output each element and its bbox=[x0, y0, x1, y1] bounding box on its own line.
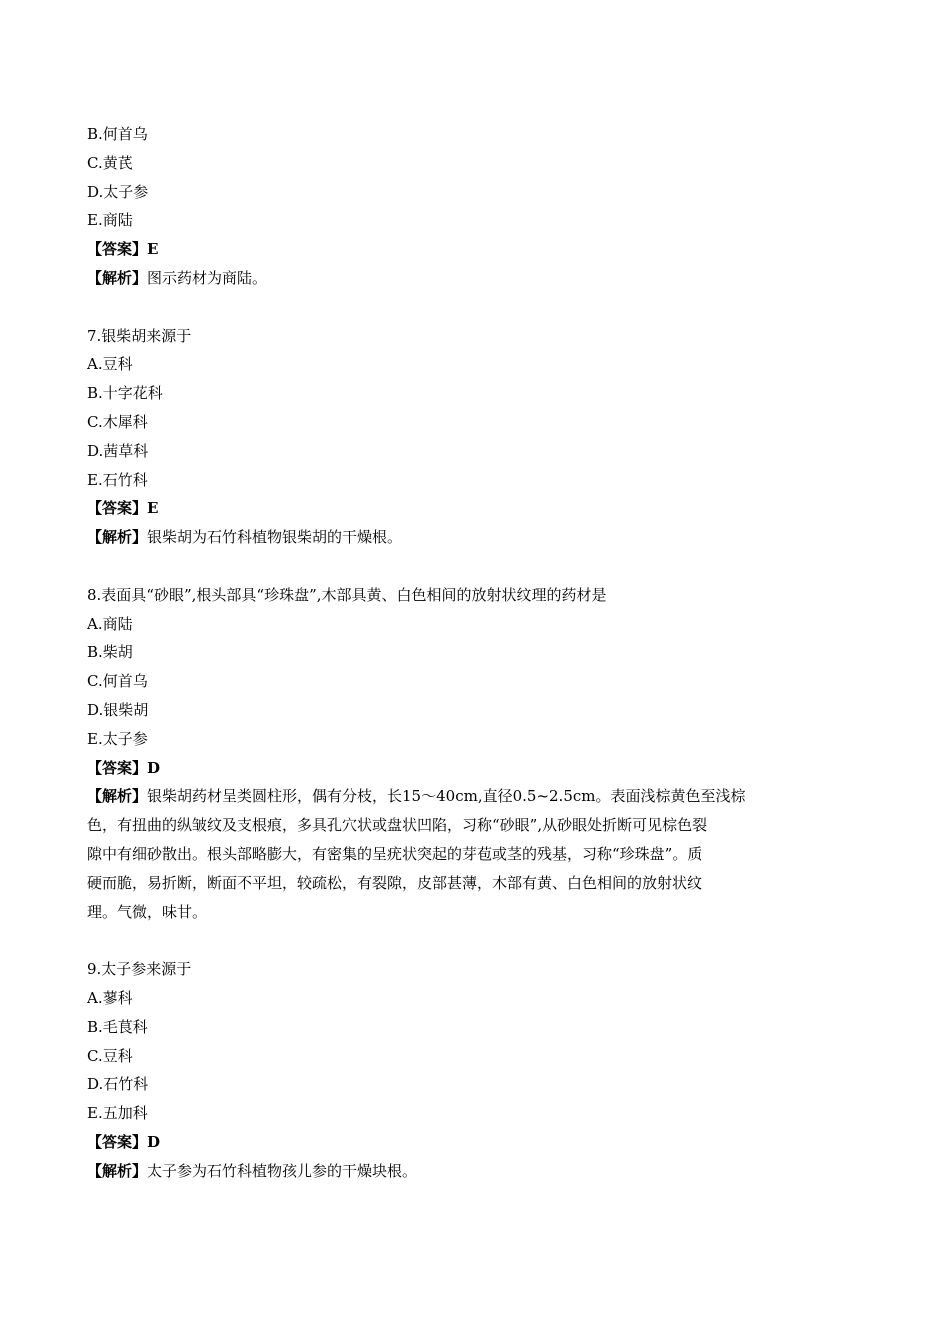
option-d: D.太子参 bbox=[87, 182, 149, 201]
answer-line bbox=[87, 1128, 817, 1157]
question-stem: 9.太子参来源于 bbox=[87, 960, 192, 979]
spacer bbox=[87, 926, 817, 955]
question-7 bbox=[87, 322, 817, 552]
analysis-block bbox=[87, 782, 817, 926]
document-page bbox=[87, 120, 817, 1185]
option-c: C.黄芪 bbox=[87, 153, 133, 172]
analysis-label: 【解析】 bbox=[87, 528, 148, 547]
option-a: A.商陆 bbox=[87, 614, 133, 633]
option-d: D.银柴胡 bbox=[87, 700, 149, 719]
option-e: E.石竹科 bbox=[87, 470, 148, 489]
answer-line bbox=[87, 235, 817, 264]
option-d: D.茜草科 bbox=[87, 441, 149, 460]
option-e: E.五加科 bbox=[87, 1104, 148, 1123]
analysis-label: 【解析】 bbox=[87, 787, 148, 806]
option-b: B.柴胡 bbox=[87, 643, 133, 662]
analysis-text: 银柴胡为石竹科植物银柴胡的干燥根。 bbox=[147, 528, 403, 547]
question-6-continued bbox=[87, 120, 817, 293]
option-b: B.十字花科 bbox=[87, 384, 163, 403]
analysis-label: 【解析】 bbox=[87, 268, 148, 287]
answer-line bbox=[87, 754, 817, 783]
option-d: D.石竹科 bbox=[87, 1075, 149, 1094]
spacer bbox=[87, 293, 817, 322]
analysis-label: 【解析】 bbox=[87, 1161, 148, 1180]
analysis-line-3: 隙中有细砂散出。根头部略膨大，有密集的呈疣状突起的芽苞或茎的残基，习称“珍珠盘”。质 bbox=[87, 844, 703, 863]
question-9 bbox=[87, 955, 817, 1185]
option-b: B.何首乌 bbox=[87, 125, 148, 143]
answer-line bbox=[87, 494, 817, 523]
answer-label: 【答案】 bbox=[87, 758, 148, 777]
analysis-line-4: 硬而脆，易折断，断面不平坦，较疏松，有裂隙，皮部甚薄，木部有黄、白色相间的放射状纹 bbox=[87, 873, 703, 892]
analysis-line bbox=[87, 523, 817, 552]
analysis-text: 银柴胡药材呈类圆柱形，偶有分枝，长15～40cm,直径0.5~2.5cm。表面浅棕黄色至浅棕 bbox=[147, 787, 746, 806]
spacer bbox=[87, 552, 817, 581]
option-c: C.何首乌 bbox=[87, 672, 148, 691]
analysis-line-5: 理。气微，味甘。 bbox=[87, 902, 208, 921]
answer-value: E bbox=[147, 240, 159, 259]
answer-label: 【答案】 bbox=[87, 240, 148, 259]
option-e: E.太子参 bbox=[87, 729, 148, 748]
question-stem: 8.表面具“砂眼”,根头部具“珍珠盘”,木部具黄、白色相间的放射状纹理的药材是 bbox=[87, 585, 607, 604]
option-a: A.豆科 bbox=[87, 355, 133, 374]
analysis-line-2: 色，有扭曲的纵皱纹及支根痕，多具孔穴状或盘状凹陷，习称“砂眼”,从砂眼处折断可见棕色裂 bbox=[87, 816, 708, 835]
analysis-text: 太子参为石竹科植物孩儿参的干燥块根。 bbox=[147, 1161, 418, 1180]
option-e: E.商陆 bbox=[87, 211, 133, 230]
question-8 bbox=[87, 581, 817, 927]
option-b: B.毛茛科 bbox=[87, 1017, 148, 1036]
answer-value: E bbox=[147, 499, 159, 518]
option-a: A.蓼科 bbox=[87, 988, 133, 1007]
analysis-line bbox=[87, 264, 817, 293]
answer-value: D bbox=[147, 758, 161, 777]
question-stem: 7.银柴胡来源于 bbox=[87, 326, 192, 345]
analysis-line-1 bbox=[87, 782, 817, 811]
answer-value: D bbox=[147, 1132, 161, 1151]
answer-label: 【答案】 bbox=[87, 1132, 148, 1151]
option-c: C.木犀科 bbox=[87, 412, 148, 431]
analysis-line bbox=[87, 1157, 817, 1186]
answer-label: 【答案】 bbox=[87, 499, 148, 518]
analysis-text: 图示药材为商陆。 bbox=[147, 268, 268, 287]
option-c: C.豆科 bbox=[87, 1046, 133, 1065]
